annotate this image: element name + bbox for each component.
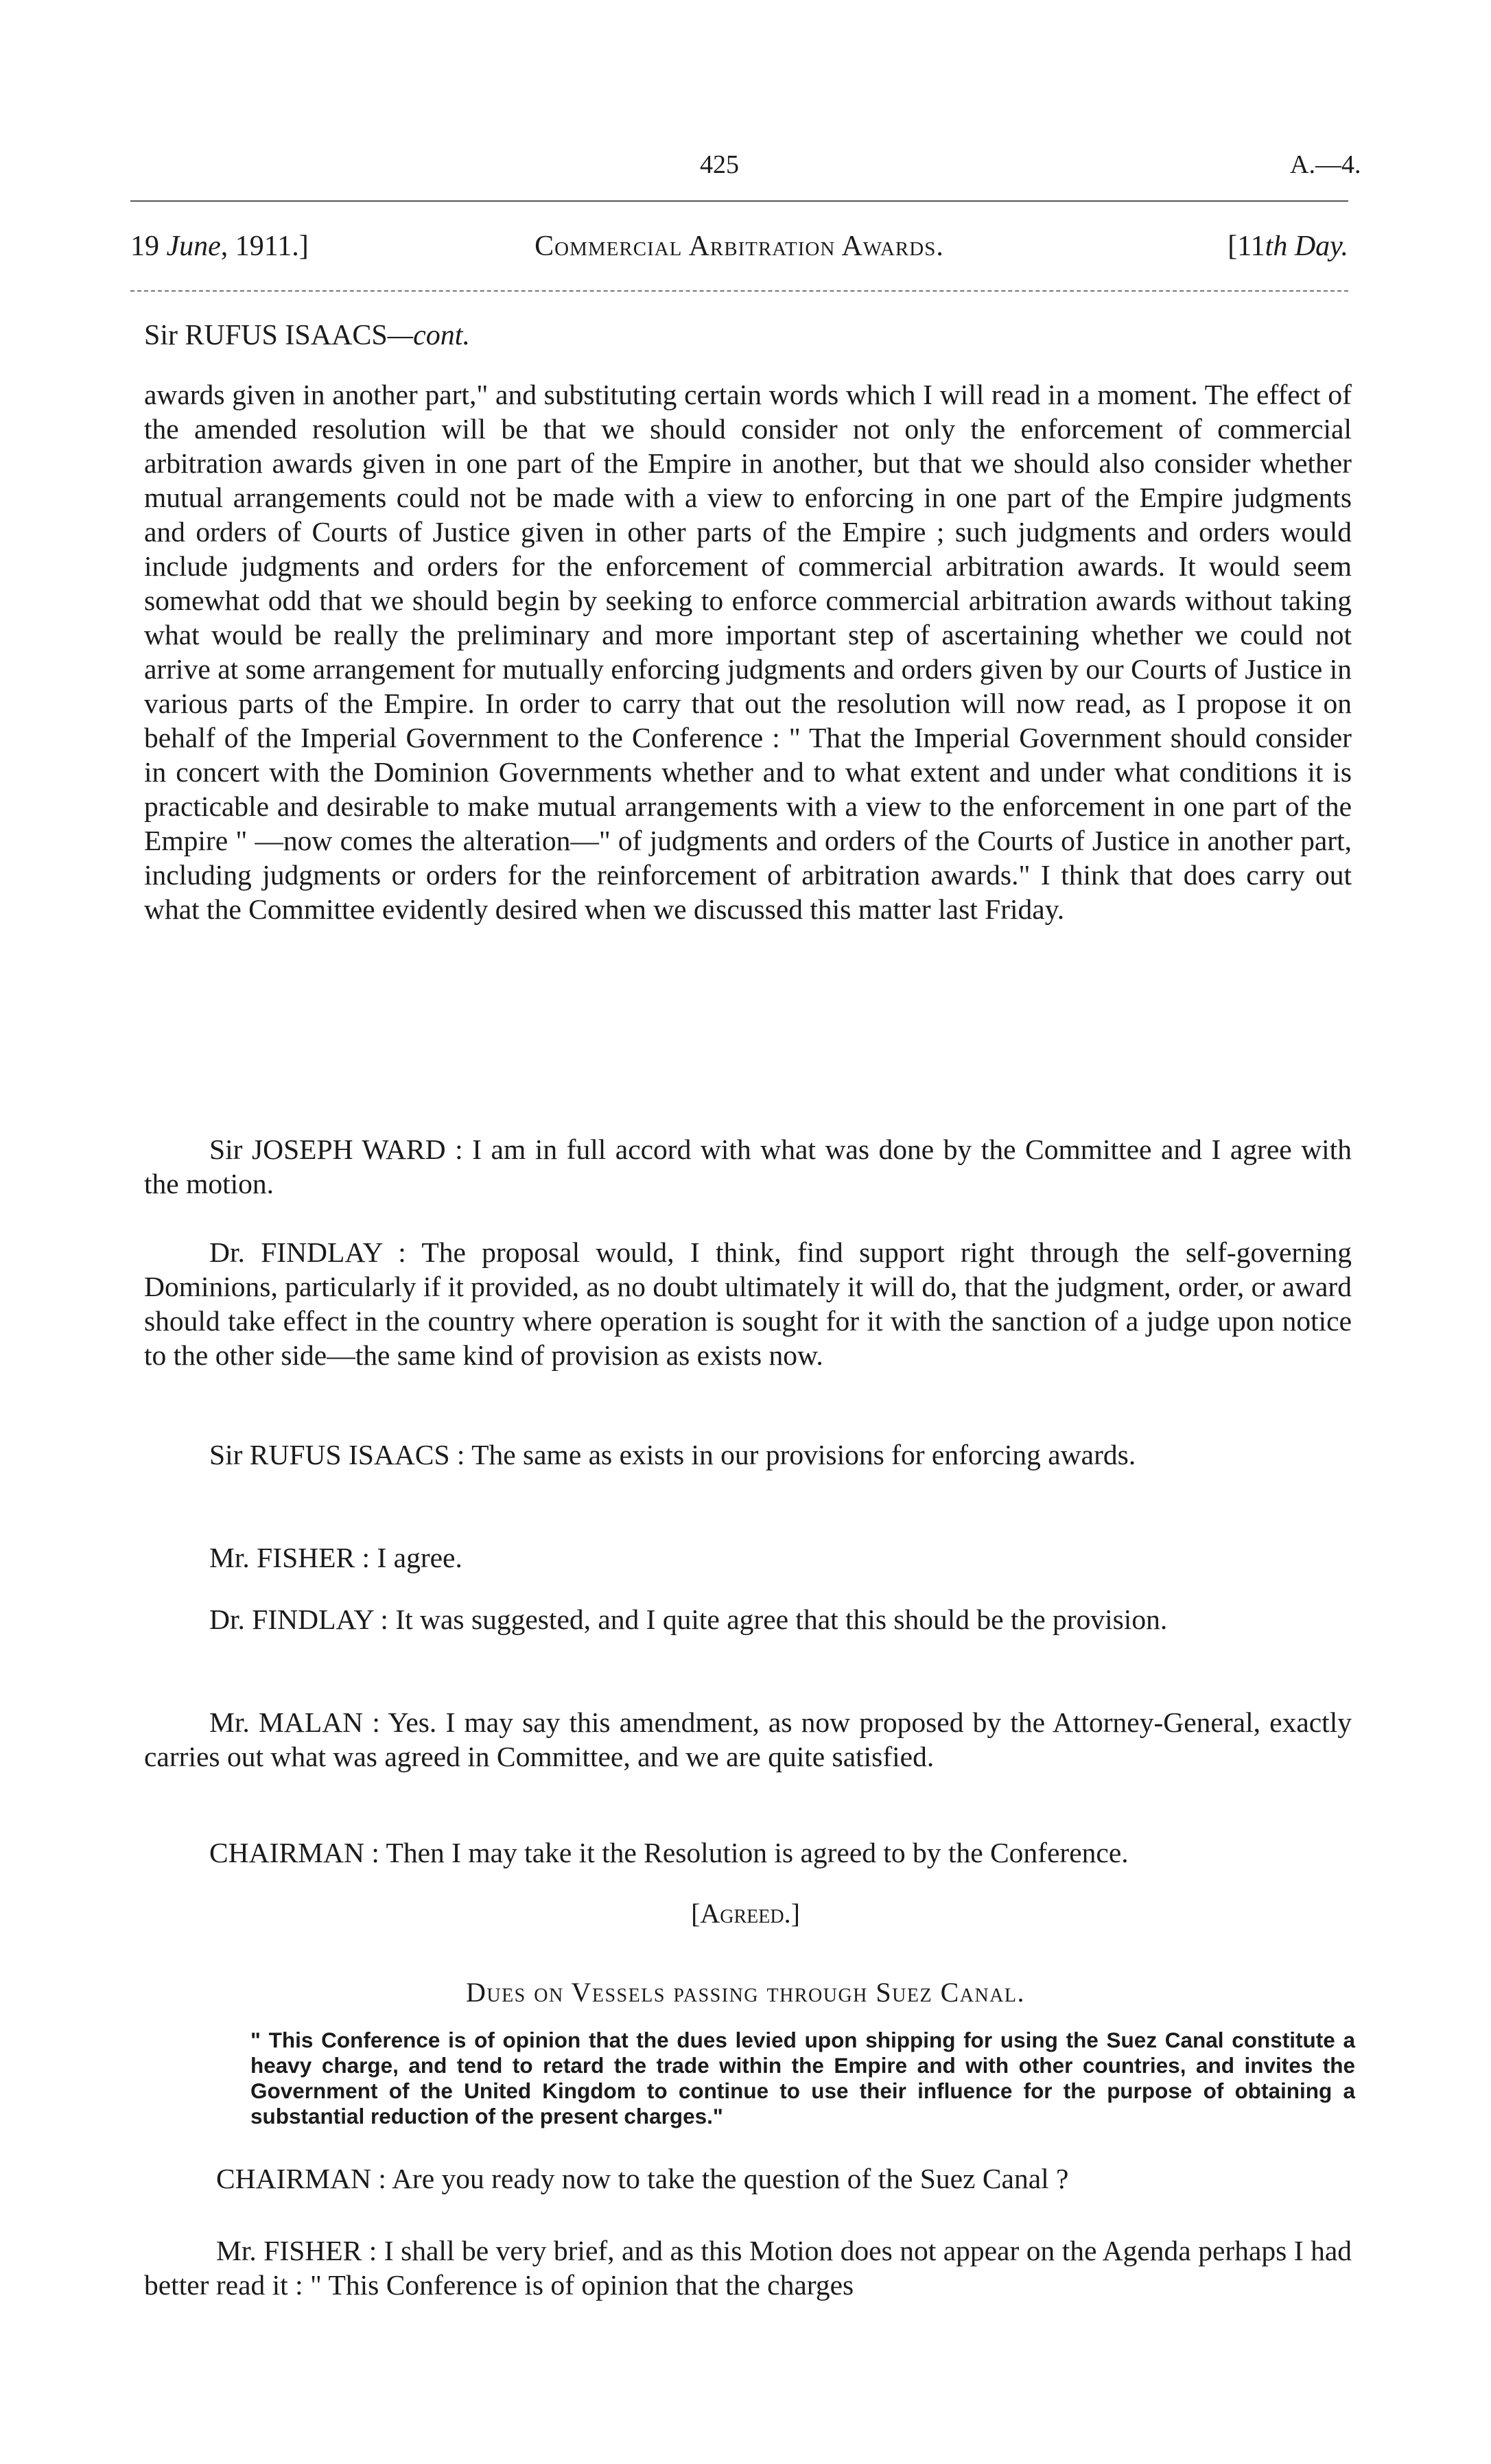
- paragraph-isaacs-2: Sir RUFUS ISAACS : The same as exists in our provisions for enforcing awards.: [209, 1439, 1136, 1470]
- speaker-name: Sir JOSEPH WARD :: [209, 1134, 463, 1165]
- paragraph-chairman-1: CHAIRMAN : Then I may take it the Resolution is agreed to by the Conference.: [209, 1837, 1129, 1868]
- resolution-text: " This Conference is of opinion that the dues levied upon shipping for using the Suez Canal constitute a heavy charge, and tend to retard the trade within the Empire and with other countries, and invites the Government of the United Kingdom to continue to use their influence for the purpose of obtaining a substantial reduction of the present charges.": [250, 2028, 1355, 2128]
- speaker-name: CHAIRMAN :: [209, 1837, 379, 1868]
- paragraph-chairman-2: CHAIRMAN : Are you ready now to take the question of the Suez Canal ?: [216, 2163, 1069, 2194]
- paragraph-ward: Sir JOSEPH WARD : I am in full accord with what was done by the Committee and I agree with the motion.: [144, 1134, 1352, 1199]
- paragraph-findlay-2: Dr. FINDLAY : It was suggested, and I quite agree that this should be the provision.: [209, 1604, 1168, 1635]
- document-reference: A.—4.: [1290, 150, 1361, 179]
- speaker-name: CHAIRMAN :: [216, 2163, 386, 2194]
- page-number: 425: [700, 150, 739, 179]
- agreed-marker: [Agreed.]: [691, 1898, 800, 1929]
- paragraph-isaacs-continued: awards given in another part," and substituting certain words which I will read in a moment. The effect of the amended resolution will be that we should consider not only the enforcement of commercial arbitration awards given in one part of the Empire in another, but that we should also consider whether mutual arrangements could not be made with a view to enforcing in one part of the Empire judgments and orders of Courts of Justice given in other parts of the Empire ; such judgments and orders would include judgments and orders for the enforcement of commercial arbitration awards. It would seem somewhat odd that we should begin by seeking to enforce commercial arbitration awards without taking what would be really the preliminary and more important step of ascertaining whether we could not arrive at some arrangement for mutually enforcing judgments and orders given by our Courts of Justice in various parts of the Empire. In order to carry that out the resolution will now read, as I propose it on behalf of the Imperial Government to the Conference : " That the Imperial Government should consider in concert with the Dominion Governments whether and to what extent and under what conditions it is practicable and desirable to make mutual arrangements with a view to the enforcement in one part of the Empire " —now comes the alteration—" of judgments and orders of the Courts of Justice in another part, including judgments or orders for the reinforcement of arbitration awards." I think that does carry out what the Committee evidently desired when we discussed this matter last Friday.: [144, 379, 1352, 925]
- continued-speaker: Sir RUFUS ISAACS—cont.: [144, 320, 470, 351]
- header-rule-top: [130, 200, 1348, 202]
- header-date: 19 June, 1911.]: [130, 231, 309, 262]
- paragraph-fisher-1: Mr. FISHER : I agree.: [209, 1542, 462, 1573]
- paragraph-fisher-2: Mr. FISHER : I shall be very brief, and as this Motion does not appear on the Agenda perhaps I had better read it : " This Conference is of opinion that the charges: [144, 2235, 1352, 2301]
- paragraph-findlay-1: Dr. FINDLAY : The proposal would, I think, find support right through the self-governing Dominions, particularly if it provided, as no doubt ultimately it will do, that the judgment, order, or award should take effect in the country where operation is sought for it with the sanction of a judge upon notice to the other side—the same kind of provision as exists now.: [144, 1236, 1352, 1371]
- header-rule-bottom: [130, 290, 1348, 292]
- speaker-name: Mr. FISHER :: [216, 2235, 377, 2266]
- speaker-name: Mr. FISHER :: [209, 1542, 371, 1573]
- speaker-name: Dr. FINDLAY :: [209, 1236, 406, 1268]
- header-title: Commercial Arbitration Awards.: [535, 231, 944, 262]
- header-day: [11th Day.: [1228, 231, 1348, 262]
- speaker-name: Mr. MALAN :: [209, 1706, 380, 1738]
- running-header: [130, 230, 1348, 271]
- section-heading-suez: Dues on Vessels passing through Suez Canal.: [465, 1977, 1026, 2008]
- speaker-name: Sir RUFUS ISAACS :: [209, 1439, 465, 1470]
- speaker-name: Dr. FINDLAY :: [209, 1604, 388, 1635]
- paragraph-malan: Mr. MALAN : Yes. I may say this amendment, as now proposed by the Attorney-General, exactly carries out what was agreed in Committee, and we are quite satisfied.: [144, 1706, 1352, 1772]
